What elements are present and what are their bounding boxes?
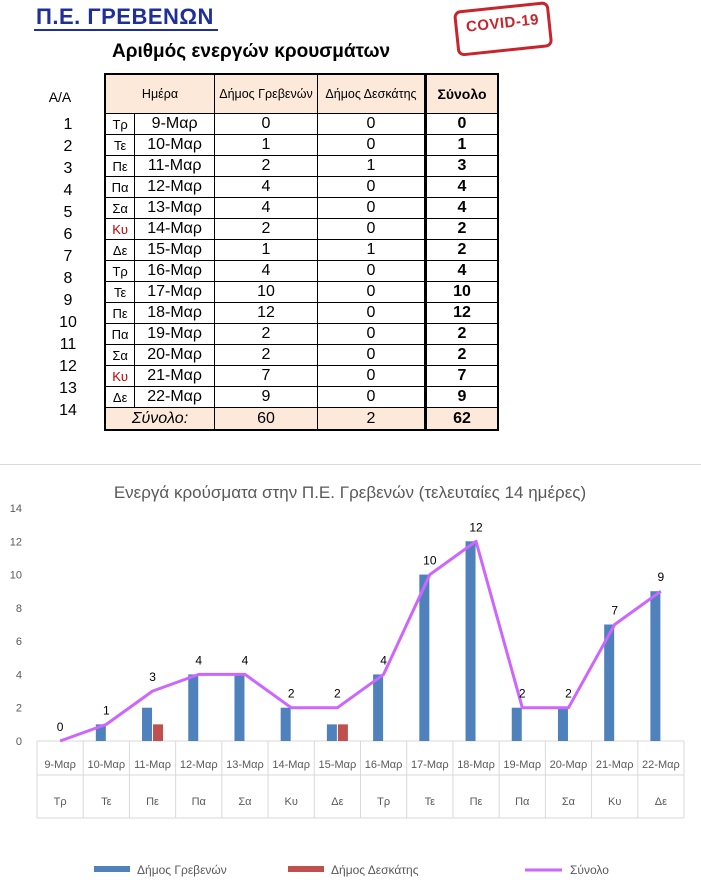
bar-grevena xyxy=(142,708,152,741)
table-row xyxy=(105,387,498,408)
x-day-label: Τε xyxy=(101,796,112,808)
total-cell: 10 xyxy=(426,282,499,303)
date-cell: 9-Μαρ xyxy=(135,114,215,135)
summary-row xyxy=(105,408,498,431)
x-tick-label: 11-Μαρ xyxy=(134,759,171,771)
aa-cell: 1 xyxy=(63,116,73,133)
data-label: 0 xyxy=(56,720,64,734)
bar-grevena xyxy=(281,708,291,741)
date-cell: 14-Μαρ xyxy=(135,219,215,240)
date-cell: 17-Μαρ xyxy=(135,282,215,303)
date-cell: 11-Μαρ xyxy=(135,156,215,177)
day-cell: Δε xyxy=(105,240,135,261)
aa-cell: 13 xyxy=(59,380,77,397)
data-label: 3 xyxy=(149,670,156,685)
aa-cell: 10 xyxy=(59,314,77,331)
day-cell: Σα xyxy=(105,198,135,219)
chart-top-border xyxy=(0,464,701,465)
y-tick-label: 0 xyxy=(15,736,22,748)
data-label: 12 xyxy=(469,520,483,535)
date-cell: 20-Μαρ xyxy=(135,345,215,366)
aa-column xyxy=(40,114,96,422)
aa-cell: 4 xyxy=(63,182,73,199)
grevena-cell: 12 xyxy=(215,303,318,324)
y-tick-label: 14 xyxy=(9,503,22,515)
aa-cell: 11 xyxy=(59,336,77,353)
date-cell: 13-Μαρ xyxy=(135,198,215,219)
deskati-cell: 0 xyxy=(318,324,426,345)
legend-label-grevena: Δήμος Γρεβενών xyxy=(137,863,227,877)
total-cell: 0 xyxy=(426,114,499,135)
deskati-cell: 0 xyxy=(318,198,426,219)
legend-swatch-deskati xyxy=(288,866,324,872)
deskati-cell: 0 xyxy=(318,261,426,282)
total-cell: 3 xyxy=(426,156,499,177)
legend-swatch-grevena xyxy=(94,866,130,872)
x-tick-label: 21-Μαρ xyxy=(595,759,634,771)
date-cell: 22-Μαρ xyxy=(135,387,215,408)
total-cell: 2 xyxy=(426,324,499,345)
cases-chart xyxy=(0,470,701,885)
bar-grevena xyxy=(188,674,198,741)
deskati-cell: 0 xyxy=(318,177,426,198)
grevena-cell: 2 xyxy=(215,156,318,177)
date-cell: 15-Μαρ xyxy=(135,240,215,261)
total-cell: 2 xyxy=(426,240,499,261)
date-cell: 16-Μαρ xyxy=(135,261,215,282)
x-day-label: Τε xyxy=(424,796,436,808)
grevena-cell: 10 xyxy=(215,282,318,303)
x-tick-label: 10-Μαρ xyxy=(87,759,126,771)
aa-cell: 14 xyxy=(59,402,77,419)
x-day-label: Πα xyxy=(191,796,206,808)
x-day-label: Πε xyxy=(469,796,483,808)
data-label: 4 xyxy=(241,653,249,668)
table-row xyxy=(105,261,498,282)
data-label: 4 xyxy=(195,653,203,668)
grevena-cell: 9 xyxy=(215,387,318,408)
table-row xyxy=(105,219,498,240)
x-day-label: Κυ xyxy=(284,796,298,808)
day-cell: Πα xyxy=(105,324,135,345)
table-row xyxy=(105,282,498,303)
deskati-cell: 0 xyxy=(318,282,426,303)
bar-grevena xyxy=(650,591,660,741)
table-row xyxy=(105,303,498,324)
y-tick-label: 12 xyxy=(9,536,22,549)
grevena-cell: 7 xyxy=(215,366,318,387)
y-tick-label: 4 xyxy=(15,669,22,682)
aa-cell: 7 xyxy=(63,248,73,265)
cases-table xyxy=(104,73,499,431)
summary-grevena: 60 xyxy=(215,408,318,431)
total-cell: 7 xyxy=(426,366,499,387)
y-tick-label: 8 xyxy=(15,602,22,615)
deskati-cell: 0 xyxy=(318,345,426,366)
aa-cell: 6 xyxy=(63,226,73,243)
date-cell: 12-Μαρ xyxy=(135,177,215,198)
day-cell: Σα xyxy=(105,345,135,366)
day-cell: Τρ xyxy=(105,261,135,282)
day-cell: Τε xyxy=(105,135,135,156)
grevena-cell: 4 xyxy=(215,177,318,198)
total-cell: 2 xyxy=(426,219,499,240)
deskati-cell: 0 xyxy=(318,366,426,387)
data-label: 2 xyxy=(565,686,572,701)
covid-stamp xyxy=(453,1,551,55)
total-cell: 2 xyxy=(426,345,499,366)
grevena-cell: 4 xyxy=(215,261,318,282)
total-cell: 4 xyxy=(426,261,499,282)
deskati-cell: 0 xyxy=(318,219,426,240)
date-cell: 18-Μαρ xyxy=(135,303,215,324)
day-cell: Κυ xyxy=(105,219,135,240)
legend-label-total: Σύνολο xyxy=(570,863,609,877)
grevena-cell: 0 xyxy=(215,114,318,135)
summary-deskati: 2 xyxy=(318,408,426,431)
data-label: 1 xyxy=(102,703,110,718)
bar-grevena xyxy=(466,541,476,741)
table-row xyxy=(105,156,498,177)
bar-grevena xyxy=(373,674,383,741)
bar-grevena xyxy=(512,708,522,741)
x-day-label: Σα xyxy=(238,796,252,808)
table-row xyxy=(105,366,498,387)
header-day: Ημέρα xyxy=(105,74,215,114)
bar-deskati xyxy=(338,724,348,741)
x-day-label: Κυ xyxy=(607,796,622,808)
total-cell: 4 xyxy=(426,177,499,198)
table-row xyxy=(105,177,498,198)
data-label: 2 xyxy=(334,686,341,701)
table-title: Αριθμός ενεργών κρουσμάτων xyxy=(112,41,391,62)
x-day-label: Δε xyxy=(654,796,668,808)
day-cell: Πα xyxy=(105,177,135,198)
total-cell: 1 xyxy=(426,135,499,156)
x-tick-label: 14-Μαρ xyxy=(272,759,311,771)
x-day-label: Δε xyxy=(331,796,344,808)
grevena-cell: 4 xyxy=(215,198,318,219)
bar-deskati xyxy=(153,724,163,741)
stamp-text: COVID-19 xyxy=(465,11,540,36)
table-row xyxy=(105,240,498,261)
day-cell: Πε xyxy=(105,303,135,324)
table-row xyxy=(105,198,498,219)
x-day-label: Τρ xyxy=(377,796,391,808)
table-row xyxy=(105,114,498,135)
data-label: 9 xyxy=(657,570,665,585)
header-deskati: Δήμος Δεσκάτης xyxy=(318,74,426,114)
x-day-label: Τρ xyxy=(53,796,67,808)
x-tick-label: 15-Μαρ xyxy=(318,759,357,771)
grevena-cell: 2 xyxy=(215,324,318,345)
day-cell: Τρ xyxy=(105,114,135,135)
aa-cell: 12 xyxy=(59,358,77,375)
bar-grevena xyxy=(419,575,429,741)
table-row xyxy=(105,345,498,366)
x-tick-label: 13-Μαρ xyxy=(226,759,264,771)
table-row xyxy=(105,135,498,156)
header-total: Σύνολο xyxy=(426,74,499,114)
y-tick-label: 2 xyxy=(15,702,22,715)
data-label: 2 xyxy=(518,686,526,701)
region-title xyxy=(34,4,234,30)
x-tick-label: 17-Μαρ xyxy=(410,759,449,771)
aa-cell: 5 xyxy=(63,204,73,221)
date-cell: 21-Μαρ xyxy=(135,366,215,387)
bar-grevena xyxy=(234,674,244,741)
deskati-cell: 1 xyxy=(318,156,426,177)
summary-total: 62 xyxy=(426,408,499,431)
day-cell: Δε xyxy=(105,387,135,408)
y-tick-label: 6 xyxy=(15,636,22,649)
x-day-label: Σα xyxy=(561,796,576,808)
header-grevena: Δήμος Γρεβενών xyxy=(215,74,318,114)
total-cell: 12 xyxy=(426,303,499,324)
x-tick-label: 9-Μαρ xyxy=(44,759,76,771)
data-label: 7 xyxy=(611,603,619,618)
legend-label-deskati: Δήμος Δεσκάτης xyxy=(331,863,419,877)
day-cell: Κυ xyxy=(105,366,135,387)
x-tick-label: 20-Μαρ xyxy=(549,759,588,771)
grevena-cell: 1 xyxy=(215,135,318,156)
date-cell: 19-Μαρ xyxy=(135,324,215,345)
data-label: 4 xyxy=(380,653,387,668)
region-title-text: Π.Ε. ΓΡΕΒΕΝΩΝ xyxy=(34,5,218,31)
bar-grevena xyxy=(327,724,337,741)
bar-grevena xyxy=(558,708,568,741)
aa-cell: 8 xyxy=(63,270,73,287)
x-tick-label: 18-Μαρ xyxy=(457,759,495,771)
x-day-label: Πε xyxy=(146,796,159,808)
deskati-cell: 0 xyxy=(318,387,426,408)
x-tick-label: 16-Μαρ xyxy=(364,759,403,771)
deskati-cell: 0 xyxy=(318,135,426,156)
date-cell: 10-Μαρ xyxy=(135,135,215,156)
data-label: 10 xyxy=(423,553,437,568)
aa-header: Α/Α xyxy=(48,89,72,105)
y-tick-label: 10 xyxy=(9,569,22,582)
day-cell: Πε xyxy=(105,156,135,177)
deskati-cell: 0 xyxy=(318,114,426,135)
grevena-cell: 2 xyxy=(215,345,318,366)
grevena-cell: 1 xyxy=(215,240,318,261)
grevena-cell: 2 xyxy=(215,219,318,240)
deskati-cell: 1 xyxy=(318,240,426,261)
x-day-label: Πα xyxy=(515,796,530,808)
day-cell: Τε xyxy=(105,282,135,303)
x-tick-label: 22-Μαρ xyxy=(642,759,680,771)
aa-cell: 3 xyxy=(63,160,73,177)
x-tick-label: 12-Μαρ xyxy=(179,759,218,771)
summary-label: Σύνολο: xyxy=(105,408,215,431)
data-label: 2 xyxy=(287,686,295,701)
chart-title: Ενεργά κρούσματα στην Π.Ε. Γρεβενών (τελευταίες 14 ημέρες) xyxy=(113,483,587,502)
deskati-cell: 0 xyxy=(318,303,426,324)
aa-cell: 9 xyxy=(63,292,73,309)
table-header-row xyxy=(105,74,498,114)
total-cell: 9 xyxy=(426,387,499,408)
total-cell: 4 xyxy=(426,198,499,219)
aa-cell: 2 xyxy=(63,138,73,155)
x-tick-label: 19-Μαρ xyxy=(503,759,542,771)
table-row xyxy=(105,324,498,345)
